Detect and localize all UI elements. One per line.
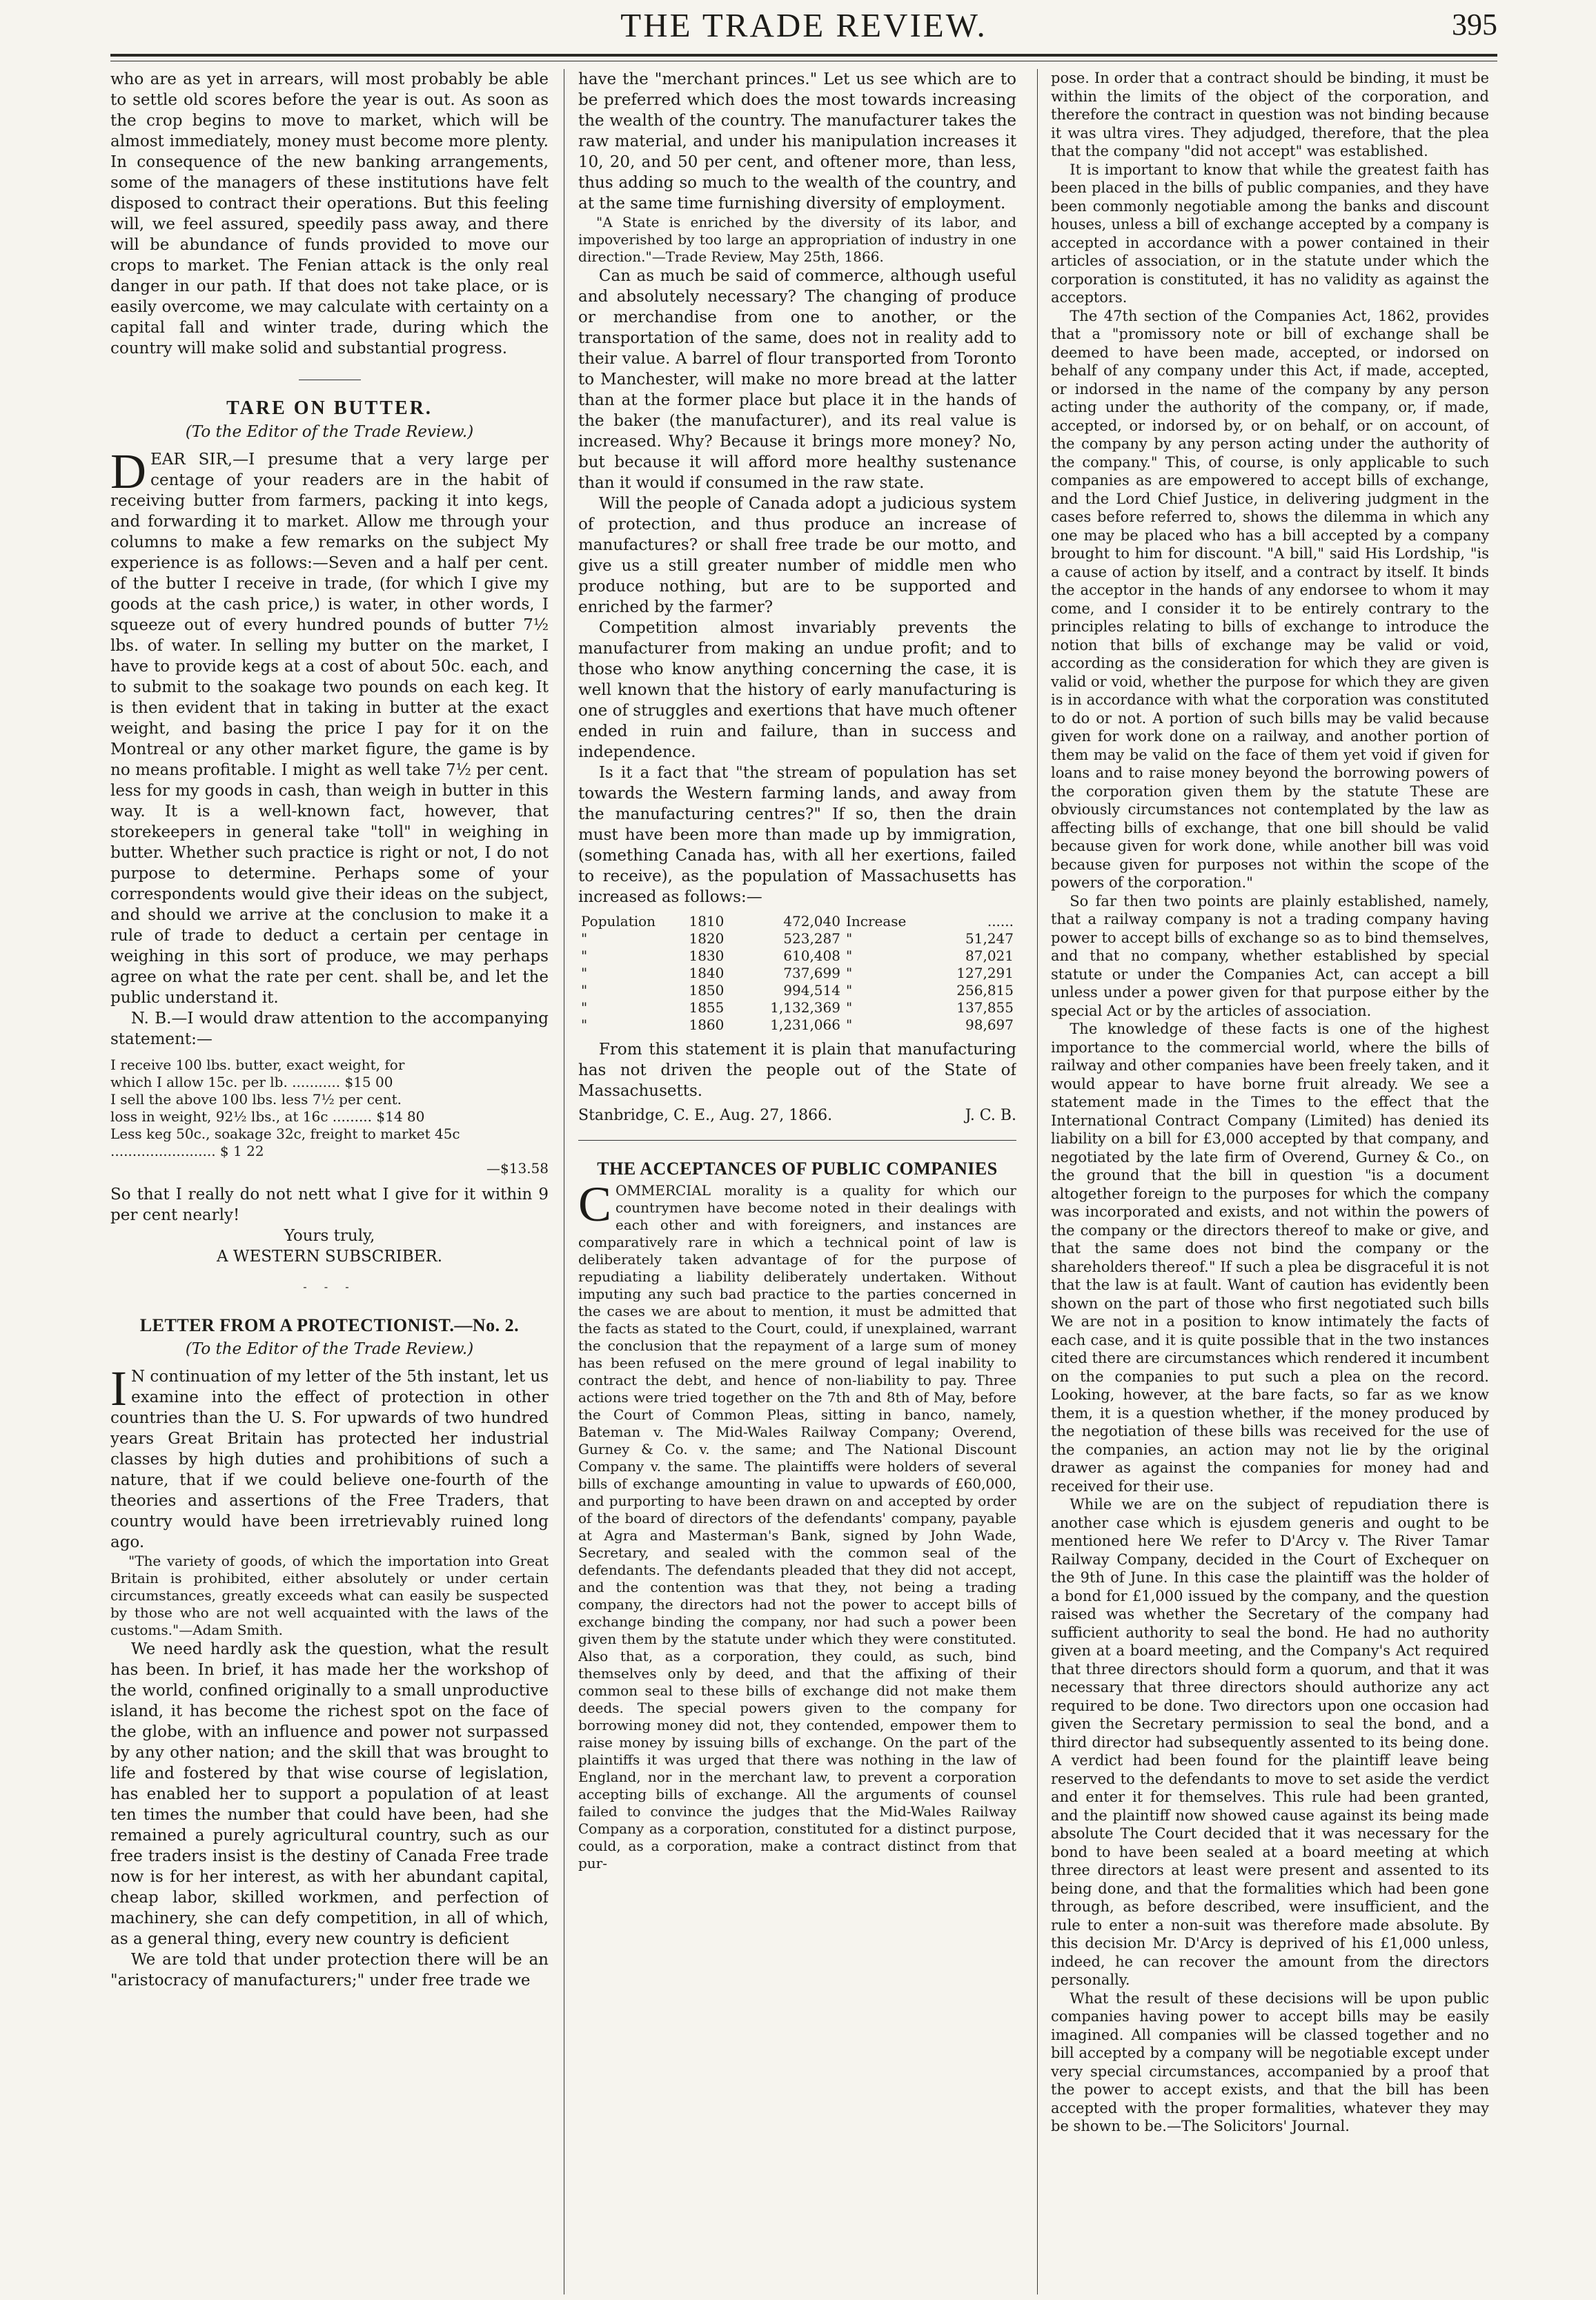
article-paragraph: Is it a fact that "the stream of population has set towards the Western farming lands, and away from the manufacturing centres?" If so, then the drain must have been more than made up by immigration, (something Canada has, with all her exertions, failed to receive), as the population of Massachusetts has increased as follows:—: [578, 764, 1016, 906]
drop-cap: C: [578, 1177, 612, 1232]
table-cell: 1,231,066: [770, 1016, 840, 1033]
article-paragraph: While we are on the subject of repudiation there is another case which is ejusdem generis and ought to be mentioned here We refer to D'Arcy v. The River Tamar Railway Company, decided in the Court of Exchequer on the 9th of June. In this case the plaintiff was the holder of a bond for £1,000 issued by the company, and the question raised was whether the Secretary of the company had sufficient authority to seal the bond. He had no authority given at a board meeting, and the Company's Act required that three directors should form a quorum, and that it was necessary that three directors should authorize any act required to be done. Two directors upon one occasion had given the Secretary permission to seal the bond, and a third director had subsequently assented to its being done. A verdict had been found for the plaintiff leave being reserved to the defendants to move to set aside the verdict and enter it for themselves. This rule had been granted, and the plaintiff now showed cause against its being made absolute The Court decided that it was necessary for the bond to have been sealed at a board meeting at which three directors at least were present and assented to its being done, and that the formalities which had been gone through, as before described, were insufficient, and the rule to enter a non-suit was therefore made absolute. By this decision Mr. D'Arcy is deprived of his £1,000 unless, indeed, he can recover the amount from the directors personally.: [1051, 1496, 1489, 1988]
table-cell: ": [845, 982, 853, 999]
article-paragraph: Competition almost invariably prevents the manufacturer from making an undue profit; and to those who know anything concerning the case, it is well known that the history of early manufacturing is one of struggles and exertions that have much oftener ended in ruin and failure, than in success and independence.: [578, 619, 1016, 761]
article-paragraph: It is important to know that while the greatest faith has been placed in the bills of public companies, and they have been commonly negotiable among the banks and discount houses, unless a bill of exchange accepted by a company is accepted in accordance with a power contained in their articles of association, or in the statute under which the corporation is constituted, it has no validity as against the acceptors.: [1051, 161, 1489, 306]
table-cell: ": [581, 1016, 588, 1033]
table-cell: Population: [581, 913, 656, 930]
article-paragraph: The 47th section of the Companies Act, 1862, provides that a "promissory note or bill of exchange shall be deemed to have been made, accepted, or indorsed on behalf of any company under this Act, if made, accepted, or indorsed in the name of the company by any person acting under the authority of the company, or, if made, accepted, or indorsed by, or on behalf, or on account, of the company by any person acting under the authority of the company." This, of course, is only applicable to such companies as are empowered to accept bills of exchange, and the Lord Chief Justice, in delivering judgment in the cases before referred to, shows the dilemma in which any one may be placed who has a bill accepted by a company brought to him for discount. "A bill," said His Lordship, "is a cause of action by itself, and a contract by itself. It binds the acceptor in the hands of any endorsee to whom it may come, and I consider it to be entirely contrary to the principles relating to bills of exchange to introduce the notion that bills of exchange may be valid or void, according as the consideration for which they are given is valid or void, whether the purpose for which they are given is in accordance with what the corporation was constituted to do or not. A portion of such bills may be valid because given for work done on a railway, and another portion of them may be valid on the face of them yet void if given for loans and to raise money beyond the borrowing powers of the corporation given them by the statute These are obviously circumstances not contemplated by the law as affecting bills of exchange, that one bill should be valid because given for work done, while another bill was void because given for purposes not within the scope of the powers of the corporation.": [1051, 307, 1489, 891]
table-cell: ": [581, 930, 588, 947]
table-cell: ": [845, 947, 853, 964]
table-cell: 1850: [689, 982, 725, 999]
table-cell: 51,247: [965, 930, 1014, 947]
drop-cap: I: [110, 1361, 127, 1416]
table-cell: ": [845, 999, 853, 1016]
article-paragraph: have the "merchant princes." Let us see which are to be preferred which does the most towards increasing the wealth of the country. The manufacturer takes the raw material, and under his manipulation increases it 10, 20, and 50 per cent, and oftener more, than less, thus adding so much to the wealth of the country, and at the same time furnishing diversity of employment.: [578, 70, 1016, 213]
table-row: [578, 999, 1016, 1016]
table-cell: Increase: [845, 913, 907, 930]
note-paragraph: N. B.—I would draw attention to the accompanying statement:—: [110, 1010, 549, 1048]
table-cell: ......: [987, 913, 1014, 930]
page-number: 395: [1452, 8, 1497, 41]
continued-article-text: who are as yet in arrears, will most probably be able to settle old scores before the year is out. As soon as the crop begins to move to market, which will be almost immediately, money must become more plenty. In consequence of the new banking arrangements, some of the managers of these institutions have felt disposed to contract their operations. But this feeling will, we feel assured, speedily pass away, and there will be abundance of funds provided to move our crops to market. The Fenian attack is the only real danger in our path. If that does not take place, or is easily overcome, we may calculate with certainty on a capital fall and winter trade, during which the country will make solid and substantial progress.: [110, 70, 549, 357]
article-paragraph: From this statement it is plain that manufacturing has not driven the people out of the State of Massachusetts.: [578, 1041, 1016, 1100]
article-paragraph: Can as much be said of commerce, although useful and absolutely necessary? The changing of produce or merchandise from one to another, or the transportation of the same, does not in reality add to their value. A barrel of flour transported from Toronto to Manchester, will make no more bread at the latter than at the former place but place it in the hands of the baker (the manufacturer), and its real value is increased. Why? Because it brings more money? No, but because it will afford more healthy sustenance than it would if consumed in the raw state.: [578, 267, 1016, 492]
table-cell: 1830: [689, 947, 725, 964]
table-cell: 127,291: [956, 965, 1014, 981]
table-cell: 1855: [689, 999, 725, 1016]
table-row: [578, 1016, 1016, 1034]
place-date: Stanbridge, C. E., Aug. 27, 1866.: [578, 1107, 833, 1124]
column-2: [578, 69, 1016, 2294]
table-row: [578, 982, 1016, 999]
article-paragraph: Will the people of Canada adopt a judicious system of protection, and thus produce an increase of manufactures? or shall free trade be our motto, and give us a still greater number of middle men who produce nothing, but are to be supported and enriched by the farmer?: [578, 495, 1016, 616]
editor-note: (To the Editor of the Trade Review.): [185, 423, 474, 441]
table-cell: ": [581, 947, 588, 964]
table-cell: 523,287: [783, 930, 840, 947]
table-cell: 137,855: [956, 999, 1014, 1016]
article-paragraph: [110, 1361, 549, 1553]
signature: A WESTERN SUBSCRIBER.: [216, 1248, 443, 1266]
table-cell: 1860: [689, 1016, 725, 1033]
article-paragraph: We are told that under protection there will be an "aristocracy of manufacturers;" under free trade we: [110, 1951, 549, 1989]
table-cell: 1,132,369: [770, 999, 840, 1016]
table-cell: 98,697: [965, 1016, 1014, 1033]
page-header: [110, 0, 1497, 79]
account-total: —$13.58: [486, 1160, 549, 1177]
population-table: [578, 913, 1016, 1034]
table-cell: 610,408: [783, 947, 840, 964]
table-cell: 1840: [689, 965, 725, 981]
drop-cap: D: [110, 444, 146, 499]
account-statement: [110, 1056, 549, 1177]
table-cell: 256,815: [956, 982, 1014, 999]
table-cell: 1810: [689, 913, 725, 930]
table-cell: 994,514: [783, 982, 840, 999]
table-row: [578, 965, 1016, 982]
author-initials: J. C. B.: [965, 1107, 1016, 1124]
separator: - - -: [303, 1280, 356, 1293]
block-quote: "The variety of goods, of which the importation into Great Britain is prohibited, either absolutely or under certain circumstances, greatly exceeds what can easily be suspected by those who are not well acquainted with the laws of the customs."—Adam Smith.: [110, 1553, 549, 1638]
table-cell: ": [581, 965, 588, 981]
block-quote: "A State is enriched by the diversity of its labor, and impoverished by too large an appropriation of industry in one direction."—Trade Review, May 25th, 1866.: [578, 214, 1016, 265]
article-title-tare-on-butter: TARE ON BUTTER.: [226, 397, 433, 419]
account-line: which I allow 15c. per lb. ........... $15 00: [110, 1074, 393, 1090]
column-divider: [1037, 69, 1038, 2294]
table-cell: ": [581, 999, 588, 1016]
account-line: I receive 100 lbs. butter, exact weight, for: [110, 1056, 405, 1073]
editor-note: (To the Editor of the Trade Review.): [185, 1340, 474, 1358]
table-cell: 1820: [689, 930, 725, 947]
dateline: [578, 1105, 1016, 1126]
table-cell: 472,040: [783, 913, 840, 930]
article-paragraph: We need hardly ask the question, what the result has been. In brief, it has made her the workshop of the world, confined originally to a small unproductive island, it has become the richest spot on the face of the globe, with an influence and power not surpassed by any other nation; and the skill that was brought to life and fostered by that wise course of legislation, has enabled her to support a population of at least ten times the number that could have been, had she remained a purely agricultural country, such as our free traders insist is the destiny of Canada Free trade now is for her interest, as with her abundant capital, cheap labor, skilled workmen, and perfection of machinery, she can defy competition, in all of which, as a general thing, every new country is deficient: [110, 1640, 549, 1948]
account-line: Less keg 50c., soakage 32c, freight to market 45c ........................ $ 1 22: [110, 1126, 460, 1159]
article-title-letter-from-protectionist: LETTER FROM A PROTECTIONIST.—No. 2.: [139, 1315, 520, 1335]
table-cell: ": [845, 1016, 853, 1033]
article-paragraph: So far then two points are plainly established, namely, that a railway company is not a trading company having power to accept bills of exchange so as to bind themselves, and that no company, whether established by special statute or under the Companies Act, can accept a bill unless under a power given for that purpose either by the special Act or by the articles of association.: [1051, 892, 1489, 1019]
account-line: I sell the above 100 lbs. less 7½ per cent.: [110, 1091, 402, 1108]
table-cell: 737,699: [783, 965, 840, 981]
closing-salutation: Yours truly,: [284, 1227, 375, 1245]
article-paragraph: The knowledge of these facts is one of the highest importance to the commercial world, where the bills of railway and other companies have been freely taken, and it would appear to have borne fruit already. We see a statement made in the Times to the effect that the International Contract Company (Limited) has denied its liability on a bill for £3,000 accepted by that company, and negotiated by the late firm of Overend, Gurney & Co., on the ground that the bill in question "is a document altogether foreign to the purposes for which the company was incorporated and exists, and not within the powers of the company or the directors thereof to make or give, and that the same does not bind the company or the shareholders thereof." If such a plea be disgraceful it is not that the law is at fault. Want of caution has evidently been shown on the part of those who first negotiated such bills We are not in a position to know intimately the facts of each case, and it is quite possible that in the two instances cited there are circumstances which rendered it incumbent on the companies to put such a plea on the record. Looking, however, at the bare facts, so far as we know them, it is a question whether, if the money produced by the negotiation of these bills was received for the use of the companies, an action may not lie by the original drawer as against the companies for money had and received for their use.: [1051, 1021, 1489, 1495]
article-title-acceptances: THE ACCEPTANCES OF PUBLIC COMPANIES: [597, 1159, 998, 1179]
table-row: [578, 930, 1016, 947]
table-cell: 87,021: [965, 947, 1014, 964]
article-paragraph: [578, 1177, 1016, 1872]
column-1: [110, 69, 549, 2294]
article-paragraph: pose. In order that a contract should be binding, it must be within the limits of the object of the corporation, and therefore the contract in question was not binding because it was ultra vires. They adjudged, therefore, that the plea that the company "did not accept" was established.: [1051, 70, 1489, 159]
paragraph-text: EAR SIR,—I presume that a very large per centage of your readers are in the habit of receiving butter from farmers, packing it into kegs, and forwarding it to market. Allow me through your columns to make a few remarks on the subject My experience is as follows:—Seven and a half per cent. of the butter I receive in trade, (for which I give my goods at the cash price,) is water, in other words, I squeeze out of every hundred pounds of butter 7½ lbs. of water. In selling my butter on the market, I have to provide kegs at a cost of about 50c. each, and to submit to the soakage two pounds on each keg. It is then evident that in taking in butter at the exact weight, and basing the price I pay for it on the Montreal or any other market figure, the game is by no means profitable. I might as well take 7½ per cent. less for my goods in cash, than weigh in butter in this way. It is a well-known fact, however, that storekeepers in general take "toll" in weighing in butter. Whether such practice is right or not, I do not purpose to determine. Perhaps some of your correspondents would give their ideas on the subject, and should we arrive at the conclusion to make it a rule of trade to deduct a certain per centage in weighing in this sort of produce, we may perhaps agree on what the rate per cent. shall be, and let the public understand it.: [110, 451, 549, 1007]
newspaper-title: THE TRADE REVIEW.: [620, 6, 987, 44]
paragraph-text: N continuation of my letter of the 5th instant, let us examine into the effect of protection in other countries than the U. S. For upwards of two hundred years Great Britain has protected her industrial classes by high duties and prohibitions of such a nature, that if we could believe one-fourth of the theories and assertions of the Free Traders, that country would have been irretrievably ruined long ago.: [110, 1368, 549, 1551]
header-rule-thick: [110, 54, 1497, 57]
paragraph-text: OMMERCIAL morality is a quality for which our countrymen have become noted in their dealings with each other and with foreigners, and instances are comparatively rare in which a technical point of law is deliberately taken advantage of for the purpose of repudiating a liability deliberately undertaken. Without imputing any such bad practice to the parties concerned in the cases we are about to mention, it must be admitted that the facts as stated to the Court, could, if unexplained, warrant the conclusion that the repayment of a large sum of money has been refused on the mere ground of legal inability to contract the debt, and hence of non-liability to pay. Three actions were tried together on the 7th and 8th of May, before the Court of Common Pleas, sitting in banco, namely, Bateman v. The Mid-Wales Railway Company; Overend, Gurney & Co. v. the same; and The National Discount Company v. the same. The plaintiffs were holders of several bills of exchange amounting in value to upwards of £60,000, and purporting to have been drawn on and accepted by order of the board of directors of the defendants' company, payable at Agra and Masterman's Bank, signed by John Wade, Secretary, and sealed with the common seal of the defendants. The defendants pleaded that they did not accept, and the contention was that they, not being a trading company, the directors had not the power to accept bills of exchange binding the company, nor had such a power been given them by the statute under which they were constituted. Also that, as a corporation, they could, as such, bind themselves only by deed, and that the affixing of their common seal to these bills of exchange did not make them deeds. The special powers given to the company for borrowing money did not, they contended, empower them to raise money by issuing bills of exchange. On the part of the plaintiffs it was urged that there was nothing in the law of England, nor in the merchant law, to prevent a corporation accepting bills of exchange. All the arguments of counsel failed to convince the judges that the Mid-Wales Railway Company as a corporation, constituted for a distinct purpose, could, as a corporation, make a contract distinct from that pur-: [578, 1182, 1016, 1871]
article-paragraph: What the result of these decisions will be upon public companies having power to accept bills may be easily imagined. All companies will be classed together and no bill accepted by a company will be negotiable except under very special circumstances, accompanied by a proof that the power to accept exists, and that the bill has been accepted with the proper formalities, whatever they may be shown to be.—The Solicitors' Journal.: [1051, 1989, 1489, 2134]
column-3: [1051, 69, 1489, 2294]
closing-paragraph: So that I really do not nett what I give for it within 9 per cent nearly!: [110, 1186, 549, 1224]
table-row: [578, 947, 1016, 965]
table-cell: ": [845, 965, 853, 981]
table-cell: ": [845, 930, 853, 947]
section-rule: [578, 1140, 1016, 1141]
article-paragraph: [110, 444, 549, 1008]
account-line: loss in weight, 92½ lbs., at 16c ......... $14 80: [110, 1108, 425, 1125]
table-cell: ": [581, 982, 588, 999]
table-row: [578, 913, 1016, 930]
